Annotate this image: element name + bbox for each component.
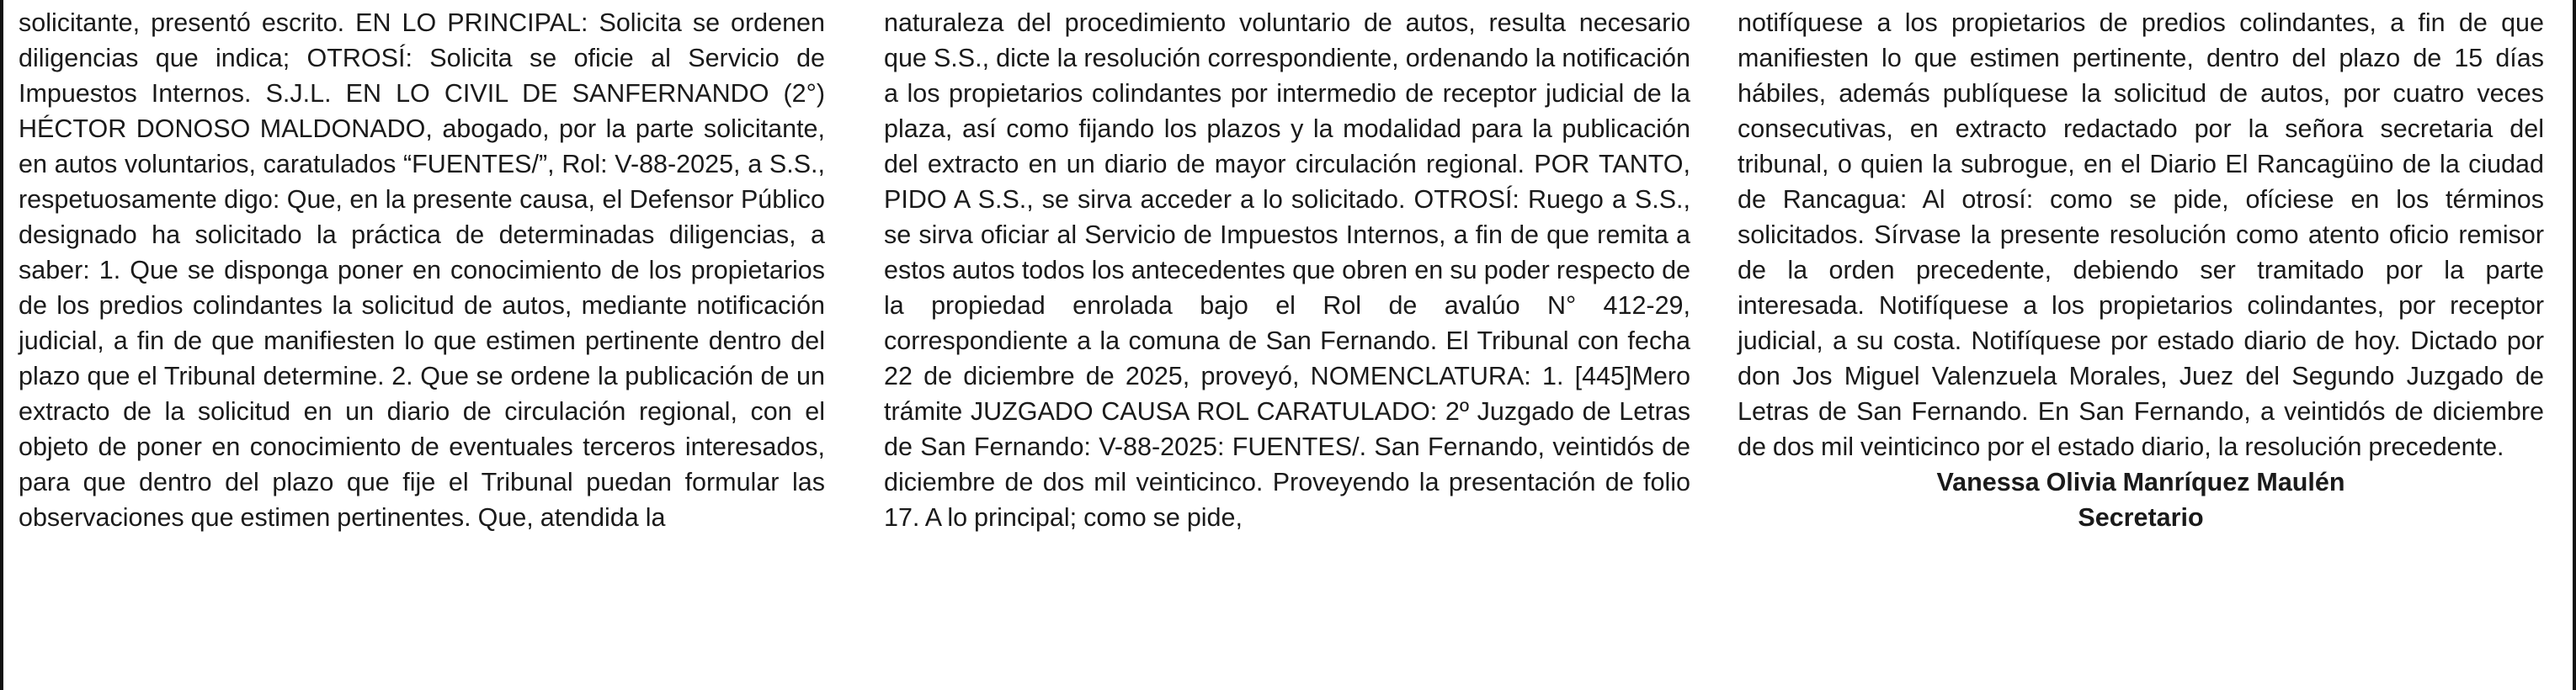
left-border-rule bbox=[0, 0, 3, 690]
right-border-rule bbox=[2573, 0, 2576, 690]
column-3-paragraph: notifíquese a los propietarios de predios colindantes, a fin de que manifiesten lo que estimen pertinente, dentro del plazo de 15 días hábiles, además publíquese la solicitud de autos, por cuatro veces consecutivas, en extracto redactado por la señora secretaria del tribunal, o quien la subrogue, en el Diario El Rancagüino de la ciudad de Rancagua: Al otrosí: como se pide, ofíciese en los términos solicitados. Sírvase la presente resolución como atento oficio remisor de la orden precedente, debiendo ser tramitado por la parte interesada. Notifíquese a los propietarios colindantes, por receptor judicial, a su costa. Notifíquese por estado diario de hoy. Dictado por don Jos Miguel Valenzuela Morales, Juez del Segundo Juzgado de Letras de San Fernando. En San Fernando, a veintidós de diciembre de dos mil veinticinco por el estado diario, la resolución precedente. bbox=[1738, 8, 2544, 461]
signature-name: Vanessa Olivia Manríquez Maulén bbox=[1936, 468, 2345, 496]
column-2-paragraph: naturaleza del procedimiento voluntario de autos, resulta necesario que S.S., dicte la resolución correspondiente, ordenando la notificación a los propietarios colindantes por intermedio de receptor judicial de la plaza, así como fijando los plazos y la modalidad para la publicación del extracto en un diario de mayor circulación regional. POR TANTO, PIDO A S.S., se sirva acceder a lo solicitado. OTROSÍ: Ruego a S.S., se sirva oficiar al Servicio de Impuestos Internos, a fin de que remita a estos autos todos los antecedentes que obren en su poder respecto de la propiedad enrolada bajo el Rol de avalúo N° 412-29, correspondiente a la comuna de San Fernando. El Tribunal con fecha 22 de diciembre de 2025, proveyó, NOMENCLATURA: 1. [445]Mero trámite JUZGADO CAUSA ROL CARATULADO: 2º Juzgado de Letras de San Fernando: V-88-2025: FUENTES/. San Fernando, veintidós de diciembre de dos mil veinticinco. Proveyendo la presentación de folio 17. A lo principal; como se pide, bbox=[884, 8, 1690, 532]
text-column-2 bbox=[884, 5, 1690, 535]
signature-block bbox=[1738, 464, 2544, 535]
column-1-paragraph: solicitante, presentó escrito. EN LO PRINCIPAL: Solicita se ordenen diligencias que indica; OTROSÍ: Solicita se oficie al Servicio de Impuestos Internos. S.J.L. EN LO CIVIL DE SANFERNANDO (2°) HÉCTOR DONOSO MALDONADO, abogado, por la parte solicitante, en autos voluntarios, caratulados “FUENTES/”, Rol: V-88-2025, a S.S., respetuosamente digo: Que, en la presente causa, el Defensor Público designado ha solicitado la práctica de determinadas diligencias, a saber: 1. Que se disponga poner en conocimiento de los propietarios de los predios colindantes la solicitud de autos, mediante notificación judicial, a fin de que manifiesten lo que estimen pertinente dentro del plazo que el Tribunal determine. 2. Que se ordene la publicación de un extracto de la solicitud en un diario de circulación regional, con el objeto de poner en conocimiento de eventuales terceros interesados, para que dentro del plazo que fije el Tribunal puedan formular las observaciones que estimen pertinentes. Que, atendida la bbox=[19, 8, 825, 532]
signature-title: Secretario bbox=[2078, 503, 2204, 532]
text-column-1 bbox=[19, 5, 825, 535]
text-column-3 bbox=[1738, 5, 2544, 535]
